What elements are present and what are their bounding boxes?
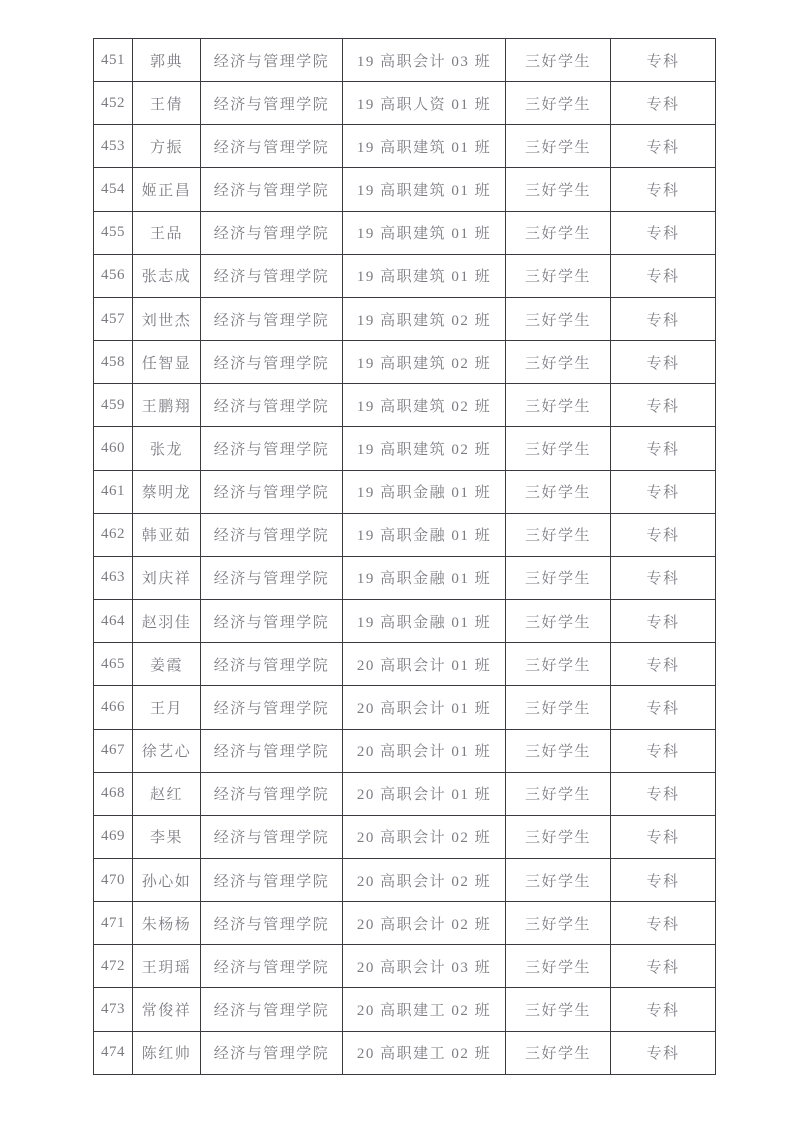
table-row: [94, 600, 716, 643]
table-row: [94, 341, 716, 384]
cell-name: 孙心如: [133, 858, 201, 901]
cell-award: 三好学生: [506, 686, 611, 729]
cell-level: 专科: [611, 772, 716, 815]
cell-award: 三好学生: [506, 643, 611, 686]
cell-name: 韩亚茹: [133, 513, 201, 556]
cell-college: 经济与管理学院: [201, 211, 343, 254]
cell-class: 20 高职建工 02 班: [343, 988, 506, 1031]
cell-college: 经济与管理学院: [201, 254, 343, 297]
table-row: [94, 125, 716, 168]
cell-class: 19 高职建筑 01 班: [343, 168, 506, 211]
cell-level: 专科: [611, 729, 716, 772]
cell-award: 三好学生: [506, 945, 611, 988]
cell-award: 三好学生: [506, 729, 611, 772]
cell-award: 三好学生: [506, 815, 611, 858]
cell-college: 经济与管理学院: [201, 945, 343, 988]
cell-class: 20 高职建工 02 班: [343, 1031, 506, 1074]
cell-index: 471: [94, 902, 133, 945]
cell-name: 王玥瑶: [133, 945, 201, 988]
cell-index: 451: [94, 39, 133, 82]
cell-level: 专科: [611, 341, 716, 384]
cell-level: 专科: [611, 988, 716, 1031]
cell-college: 经济与管理学院: [201, 643, 343, 686]
cell-award: 三好学生: [506, 427, 611, 470]
cell-class: 20 高职会计 01 班: [343, 729, 506, 772]
cell-name: 李果: [133, 815, 201, 858]
cell-award: 三好学生: [506, 125, 611, 168]
cell-index: 456: [94, 254, 133, 297]
cell-award: 三好学生: [506, 556, 611, 599]
cell-class: 20 高职会计 01 班: [343, 772, 506, 815]
cell-level: 专科: [611, 513, 716, 556]
cell-name: 徐艺心: [133, 729, 201, 772]
cell-index: 466: [94, 686, 133, 729]
cell-college: 经济与管理学院: [201, 772, 343, 815]
cell-index: 473: [94, 988, 133, 1031]
cell-name: 朱杨杨: [133, 902, 201, 945]
table-row: [94, 1031, 716, 1074]
cell-index: 453: [94, 125, 133, 168]
cell-level: 专科: [611, 125, 716, 168]
cell-index: 463: [94, 556, 133, 599]
cell-class: 19 高职建筑 02 班: [343, 341, 506, 384]
cell-award: 三好学生: [506, 168, 611, 211]
table-row: [94, 513, 716, 556]
cell-college: 经济与管理学院: [201, 82, 343, 125]
table-row: [94, 384, 716, 427]
table-row: [94, 902, 716, 945]
table-row: [94, 556, 716, 599]
cell-class: 19 高职金融 01 班: [343, 513, 506, 556]
cell-level: 专科: [611, 902, 716, 945]
cell-level: 专科: [611, 39, 716, 82]
cell-award: 三好学生: [506, 39, 611, 82]
cell-level: 专科: [611, 254, 716, 297]
cell-level: 专科: [611, 470, 716, 513]
awards-table: [93, 38, 716, 1075]
cell-class: 19 高职建筑 01 班: [343, 254, 506, 297]
cell-class: 19 高职金融 01 班: [343, 600, 506, 643]
cell-index: 470: [94, 858, 133, 901]
cell-award: 三好学生: [506, 341, 611, 384]
table-row: [94, 686, 716, 729]
cell-level: 专科: [611, 858, 716, 901]
table-row: [94, 945, 716, 988]
cell-index: 472: [94, 945, 133, 988]
cell-name: 郭典: [133, 39, 201, 82]
cell-college: 经济与管理学院: [201, 902, 343, 945]
cell-college: 经济与管理学院: [201, 815, 343, 858]
cell-index: 460: [94, 427, 133, 470]
cell-class: 19 高职建筑 01 班: [343, 125, 506, 168]
cell-index: 474: [94, 1031, 133, 1074]
cell-name: 王鹏翔: [133, 384, 201, 427]
cell-index: 455: [94, 211, 133, 254]
cell-name: 刘世杰: [133, 297, 201, 340]
cell-class: 20 高职会计 03 班: [343, 945, 506, 988]
cell-class: 19 高职建筑 01 班: [343, 211, 506, 254]
cell-index: 461: [94, 470, 133, 513]
cell-college: 经济与管理学院: [201, 470, 343, 513]
cell-class: 19 高职建筑 02 班: [343, 427, 506, 470]
table-row: [94, 858, 716, 901]
cell-index: 462: [94, 513, 133, 556]
cell-class: 20 高职会计 02 班: [343, 815, 506, 858]
cell-name: 姬正昌: [133, 168, 201, 211]
cell-name: 张龙: [133, 427, 201, 470]
cell-college: 经济与管理学院: [201, 600, 343, 643]
table-row: [94, 211, 716, 254]
cell-college: 经济与管理学院: [201, 125, 343, 168]
cell-level: 专科: [611, 815, 716, 858]
cell-college: 经济与管理学院: [201, 729, 343, 772]
cell-name: 常俊祥: [133, 988, 201, 1031]
cell-level: 专科: [611, 1031, 716, 1074]
cell-name: 蔡明龙: [133, 470, 201, 513]
cell-award: 三好学生: [506, 772, 611, 815]
cell-award: 三好学生: [506, 470, 611, 513]
cell-name: 姜霞: [133, 643, 201, 686]
cell-level: 专科: [611, 211, 716, 254]
cell-college: 经济与管理学院: [201, 341, 343, 384]
cell-award: 三好学生: [506, 600, 611, 643]
cell-level: 专科: [611, 945, 716, 988]
cell-name: 任智显: [133, 341, 201, 384]
table-row: [94, 729, 716, 772]
cell-college: 经济与管理学院: [201, 168, 343, 211]
table-row: [94, 297, 716, 340]
table-row: [94, 643, 716, 686]
cell-class: 20 高职会计 02 班: [343, 902, 506, 945]
cell-index: 464: [94, 600, 133, 643]
cell-award: 三好学生: [506, 858, 611, 901]
cell-name: 赵羽佳: [133, 600, 201, 643]
cell-award: 三好学生: [506, 254, 611, 297]
cell-name: 张志成: [133, 254, 201, 297]
cell-name: 方振: [133, 125, 201, 168]
cell-index: 457: [94, 297, 133, 340]
cell-college: 经济与管理学院: [201, 1031, 343, 1074]
cell-award: 三好学生: [506, 988, 611, 1031]
cell-college: 经济与管理学院: [201, 384, 343, 427]
cell-index: 452: [94, 82, 133, 125]
cell-name: 王月: [133, 686, 201, 729]
cell-level: 专科: [611, 600, 716, 643]
cell-class: 19 高职建筑 02 班: [343, 384, 506, 427]
cell-class: 19 高职人资 01 班: [343, 82, 506, 125]
cell-college: 经济与管理学院: [201, 297, 343, 340]
cell-class: 20 高职会计 01 班: [343, 686, 506, 729]
table-row: [94, 168, 716, 211]
cell-college: 经济与管理学院: [201, 686, 343, 729]
cell-award: 三好学生: [506, 211, 611, 254]
table-row: [94, 815, 716, 858]
cell-index: 454: [94, 168, 133, 211]
cell-class: 20 高职会计 01 班: [343, 643, 506, 686]
cell-college: 经济与管理学院: [201, 556, 343, 599]
table-row: [94, 772, 716, 815]
cell-name: 王倩: [133, 82, 201, 125]
cell-name: 陈红帅: [133, 1031, 201, 1074]
cell-award: 三好学生: [506, 82, 611, 125]
table-row: [94, 82, 716, 125]
cell-class: 19 高职建筑 02 班: [343, 297, 506, 340]
cell-award: 三好学生: [506, 297, 611, 340]
cell-index: 458: [94, 341, 133, 384]
cell-award: 三好学生: [506, 513, 611, 556]
table-body: [94, 39, 716, 1075]
cell-award: 三好学生: [506, 384, 611, 427]
cell-name: 刘庆祥: [133, 556, 201, 599]
cell-college: 经济与管理学院: [201, 39, 343, 82]
cell-level: 专科: [611, 297, 716, 340]
table-row: [94, 39, 716, 82]
table-row: [94, 254, 716, 297]
cell-college: 经济与管理学院: [201, 858, 343, 901]
cell-class: 19 高职会计 03 班: [343, 39, 506, 82]
cell-name: 王品: [133, 211, 201, 254]
table-row: [94, 470, 716, 513]
cell-level: 专科: [611, 686, 716, 729]
cell-name: 赵红: [133, 772, 201, 815]
table-row: [94, 427, 716, 470]
cell-level: 专科: [611, 427, 716, 470]
table-row: [94, 988, 716, 1031]
cell-college: 经济与管理学院: [201, 988, 343, 1031]
cell-level: 专科: [611, 384, 716, 427]
cell-class: 19 高职金融 01 班: [343, 470, 506, 513]
cell-level: 专科: [611, 556, 716, 599]
cell-level: 专科: [611, 168, 716, 211]
cell-class: 20 高职会计 02 班: [343, 858, 506, 901]
cell-college: 经济与管理学院: [201, 513, 343, 556]
cell-index: 468: [94, 772, 133, 815]
cell-index: 465: [94, 643, 133, 686]
cell-level: 专科: [611, 643, 716, 686]
cell-college: 经济与管理学院: [201, 427, 343, 470]
cell-class: 19 高职金融 01 班: [343, 556, 506, 599]
cell-index: 467: [94, 729, 133, 772]
cell-index: 469: [94, 815, 133, 858]
cell-index: 459: [94, 384, 133, 427]
cell-award: 三好学生: [506, 1031, 611, 1074]
cell-level: 专科: [611, 82, 716, 125]
cell-award: 三好学生: [506, 902, 611, 945]
